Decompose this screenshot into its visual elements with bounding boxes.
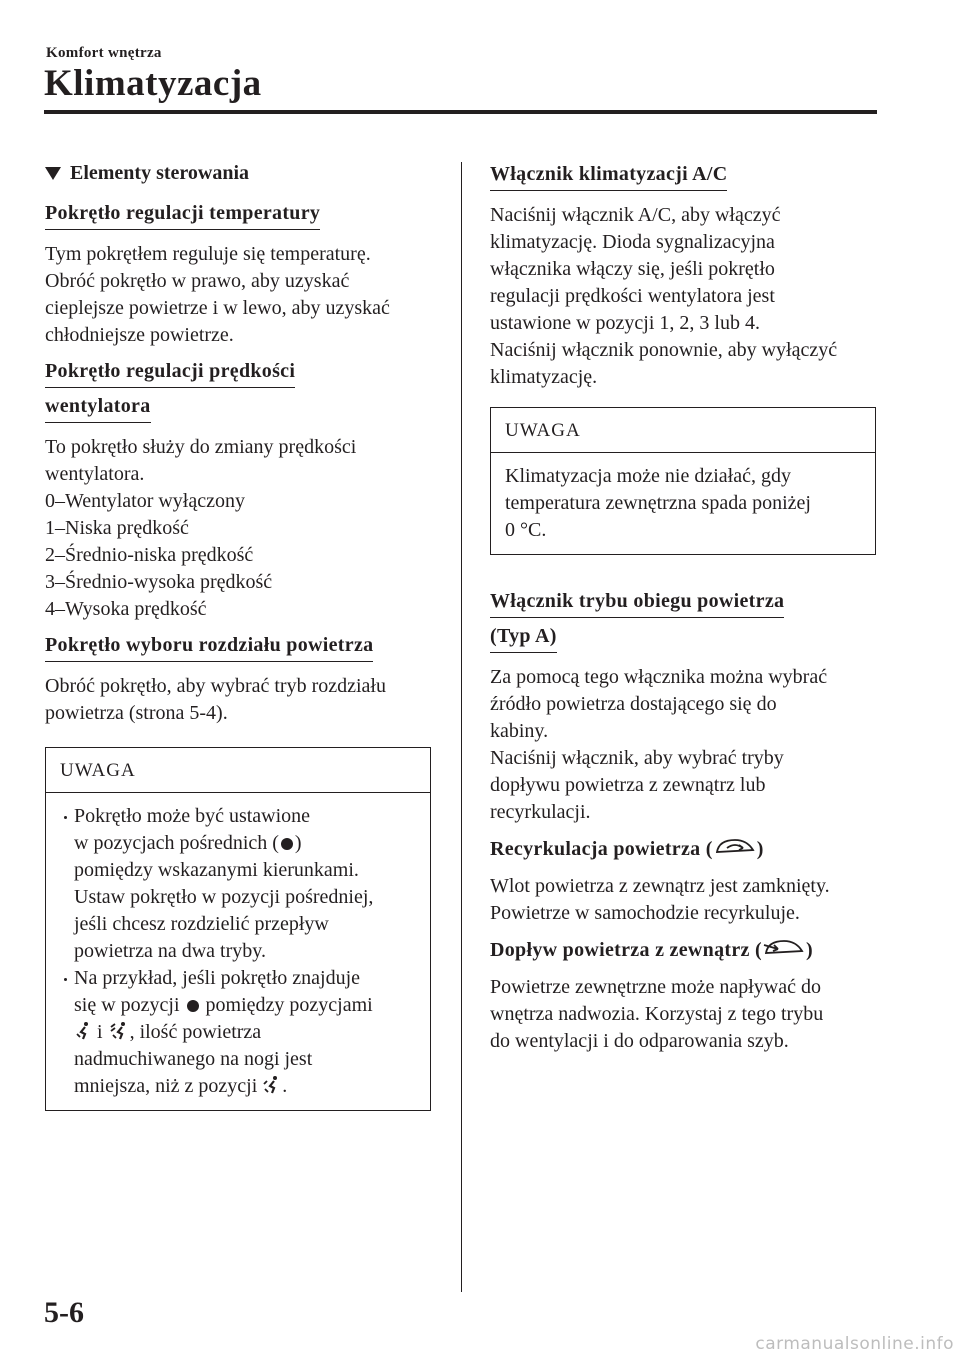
note-heading: UWAGA (46, 748, 430, 793)
watermark: carmanualsonline.info (755, 1334, 954, 1354)
page-title: Klimatyzacja (44, 63, 262, 104)
section-title-text: Elementy sterowania (70, 162, 250, 184)
intermediate-position-dot-icon (187, 1000, 199, 1012)
fresh-mode-text: Powietrze zewnętrzne może napływać do wnętrza nadwozia. Korzystaj z tego trybu do wentylacji i do odparowania szyb. (490, 976, 824, 1052)
note-heading: UWAGA (491, 408, 875, 453)
foot-defrost-airflow-icon (108, 1021, 130, 1041)
recirc-switch-text: Za pomocą tego włącznika można wybrać źródło powietrza dostającego się do kabiny. Naciśnij włącznik, aby wybrać tryby dopływu powietrza z zewnątrz lub recyrkulacji. (490, 666, 828, 823)
note-box (45, 747, 431, 1111)
fan-knob-title: Pokrętło regulacji prędkości (45, 359, 295, 388)
bullet-dot-icon (60, 803, 74, 965)
ac-switch-text: Naciśnij włącznik A/C, aby włączyć klimatyzację. Dioda sygnalizacyjna włącznika włączy się, jeśli pokrętło regulacji prędkości wentylatora jest ustawione w pozycji 1, 2, 3 lub 4. Naciśnij włącznik ponownie, aby wyłączyć klimatyzację. (490, 204, 838, 388)
ac-switch-title: Włącznik klimatyzacji A/C (490, 162, 727, 191)
note-body: Klimatyzacja może nie działać, gdy temperatura zewnętrzna spada poniżej 0 °C. (505, 465, 811, 541)
recirculation-icon (713, 836, 757, 858)
section-title (45, 162, 431, 185)
foot-airflow-icon (262, 1075, 282, 1095)
fan-knob-text: To pokrętło służy do zmiany prędkości wentylatora. 0–Wentylator wyłączony 1–Niska prędkość 2–Średnio-niska prędkość 3–Średnio-wysoka prędkość 4–Wysoka prędkość (45, 436, 357, 620)
airflow-knob-title: Pokrętło wyboru rozdziału powietrza (45, 633, 373, 662)
intermediate-position-dot-icon (281, 838, 293, 850)
recirc-mode-text: Wlot powietrza z zewnątrz jest zamknięty. Powietrze w samochodzie recyrkuluje. (490, 875, 830, 924)
fan-knob-title-2: wentylatora (45, 394, 151, 423)
recirc-switch-title: Włącznik trybu obiegu powietrza (490, 589, 784, 618)
page-number: 5-6 (44, 1296, 84, 1329)
recirc-switch-title-2: (Typ A) (490, 624, 557, 653)
note-box (490, 407, 876, 555)
note-bullet: Na przykład, jeśli pokrętło znajduje się w pozycji pomiędzy pozycjami i , ilość powietrza nadmuchiwanego na nogi jest mniejsza, niż z pozycji . (60, 965, 416, 1100)
right-column (490, 162, 876, 1065)
triangle-marker-icon (45, 167, 61, 180)
header-rule (44, 110, 877, 114)
temp-knob-title: Pokrętło regulacji temperatury (45, 201, 320, 230)
note-body (46, 793, 430, 1110)
foot-airflow-icon (74, 1021, 92, 1041)
bullet-dot-icon (60, 965, 74, 1100)
temp-knob-text: Tym pokrętłem reguluje się temperaturę. Obróć pokrętło w prawo, aby uzyskać cieplejsze powietrze i w lewo, aby uzyskać chłodniejsze powietrze. (45, 243, 390, 346)
fresh-mode-title: Dopływ powietrza z zewnątrz ( ) (490, 939, 813, 961)
fresh-air-icon (762, 937, 806, 959)
airflow-knob-text: Obróć pokrętło, aby wybrać tryb rozdziału powietrza (strona 5-4). (45, 675, 386, 724)
chapter-label: Komfort wnętrza (46, 45, 162, 61)
note-bullet: Pokrętło może być ustawione w pozycjach pośrednich ( ) pomiędzy wskazanymi kierunkami. Ustaw pokrętło w pozycji pośredniej, jeśli chcesz rozdzielić przepływ powietrza na dwa tryby. (60, 803, 416, 965)
recirc-mode-title: Recyrkulacja powietrza ( ) (490, 838, 764, 860)
left-column (45, 162, 431, 1111)
column-divider (461, 162, 462, 1292)
